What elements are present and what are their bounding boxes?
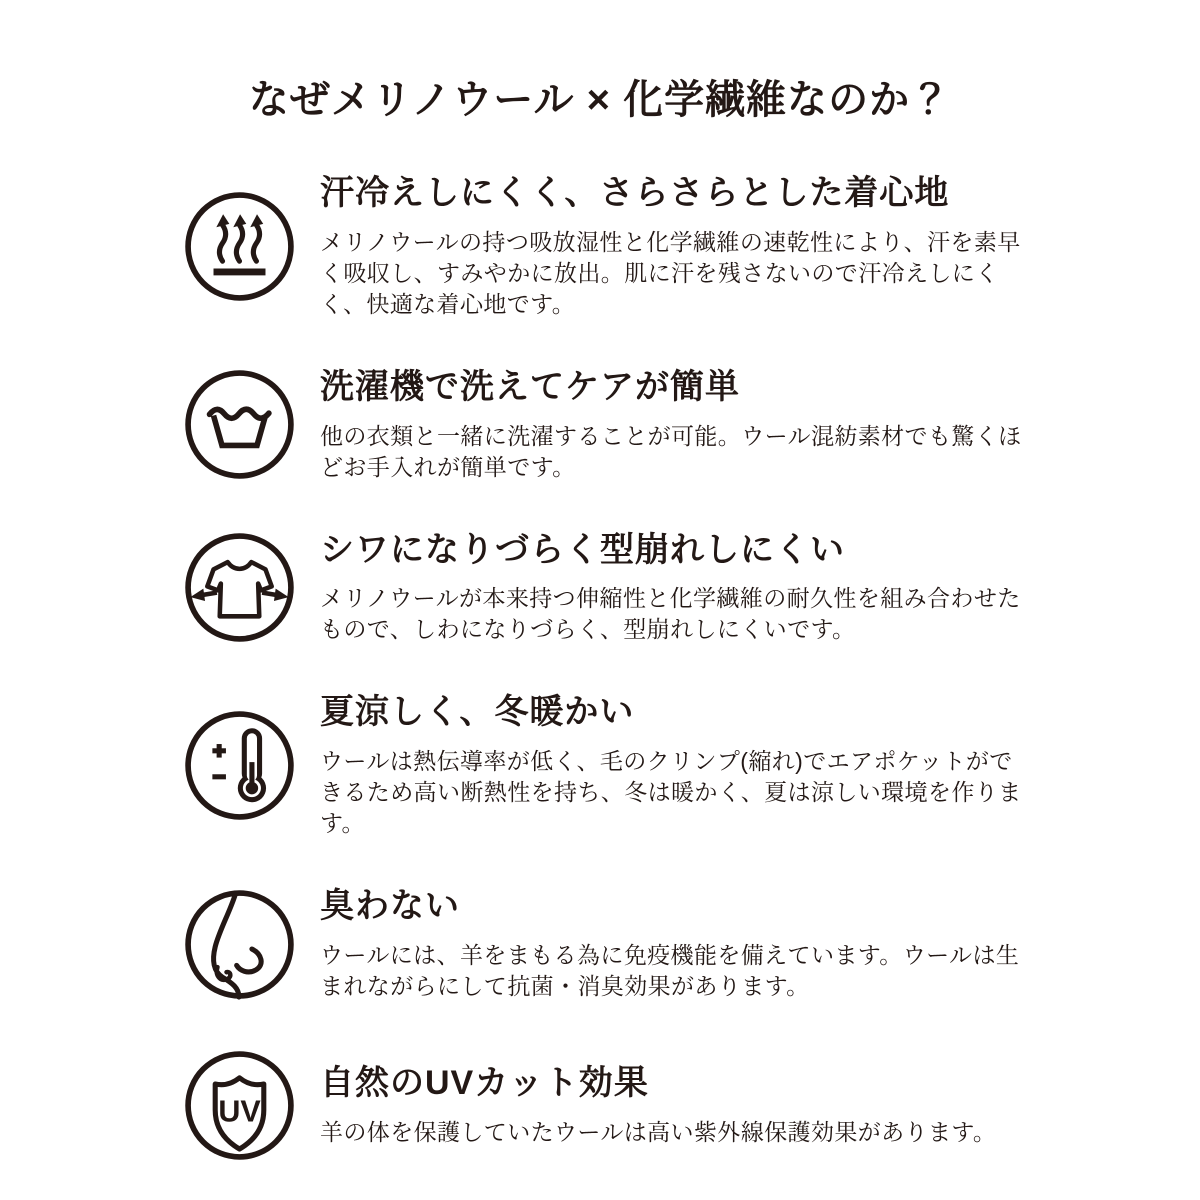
feature-row-odor-resistant xyxy=(183,886,1035,1002)
feature-heading: シワになりづらく型崩れしにくい xyxy=(320,530,845,569)
page-title: なぜメリノウール × 化学繊維なのか？ xyxy=(248,78,952,122)
feature-body: メリノウールが本来持つ伸縮性と化学繊維の耐久性を組み合わせたもので、しわになりづらく、型崩れしにくいです。 xyxy=(320,585,1021,643)
thermometer-icon xyxy=(183,709,296,822)
feature-heading: 夏涼しく、冬暖かい xyxy=(320,693,635,732)
feature-heading: 洗濯機で洗えてケアが簡単 xyxy=(320,367,740,406)
feature-row-uv-protection xyxy=(183,1049,1035,1162)
feature-heading: 自然のUVカット効果 xyxy=(320,1064,649,1103)
steam-evaporation-icon xyxy=(183,190,296,303)
feature-row-quick-dry xyxy=(183,173,1035,320)
feature-body: メリノウールの持つ吸放湿性と化学繊維の速乾性により、汗を素早く吸収し、すみやかに放出。肌に汗を残さないので汗冷えしにくく、快適な着心地です。 xyxy=(320,228,1021,317)
feature-body: ウールは熱伝導率が低く、毛のクリンプ(縮れ)でエアポケットができるため高い断熱性を持ち、冬は暖かく、夏は涼しい環境を作ります。 xyxy=(320,748,1022,837)
feature-list xyxy=(0,173,1200,1162)
feature-body: 羊の体を保護していたウールは高い紫外線保護効果があります。 xyxy=(320,1118,997,1145)
washing-tub-icon xyxy=(183,368,296,481)
feature-heading: 臭わない xyxy=(320,887,460,926)
feature-row-temperature xyxy=(183,692,1035,839)
nose-icon xyxy=(183,888,296,1001)
uv-shield-icon xyxy=(183,1049,296,1162)
feature-body: ウールには、羊をまもる為に免疫機能を備えています。ウールは生まれながらにして抗菌・消臭効果があります。 xyxy=(320,941,1020,999)
feature-body: 他の衣類と一緒に洗濯することが可能。ウール混紡素材でも驚くほどお手入れが簡単です。 xyxy=(320,422,1022,480)
stretch-tshirt-icon xyxy=(183,531,296,644)
feature-row-washable xyxy=(183,367,1035,483)
uv-shield-label: UV xyxy=(218,1094,261,1129)
feature-row-keeps-shape xyxy=(183,530,1035,646)
feature-heading: 汗冷えしにくく、さらさらとした着心地 xyxy=(320,174,950,212)
